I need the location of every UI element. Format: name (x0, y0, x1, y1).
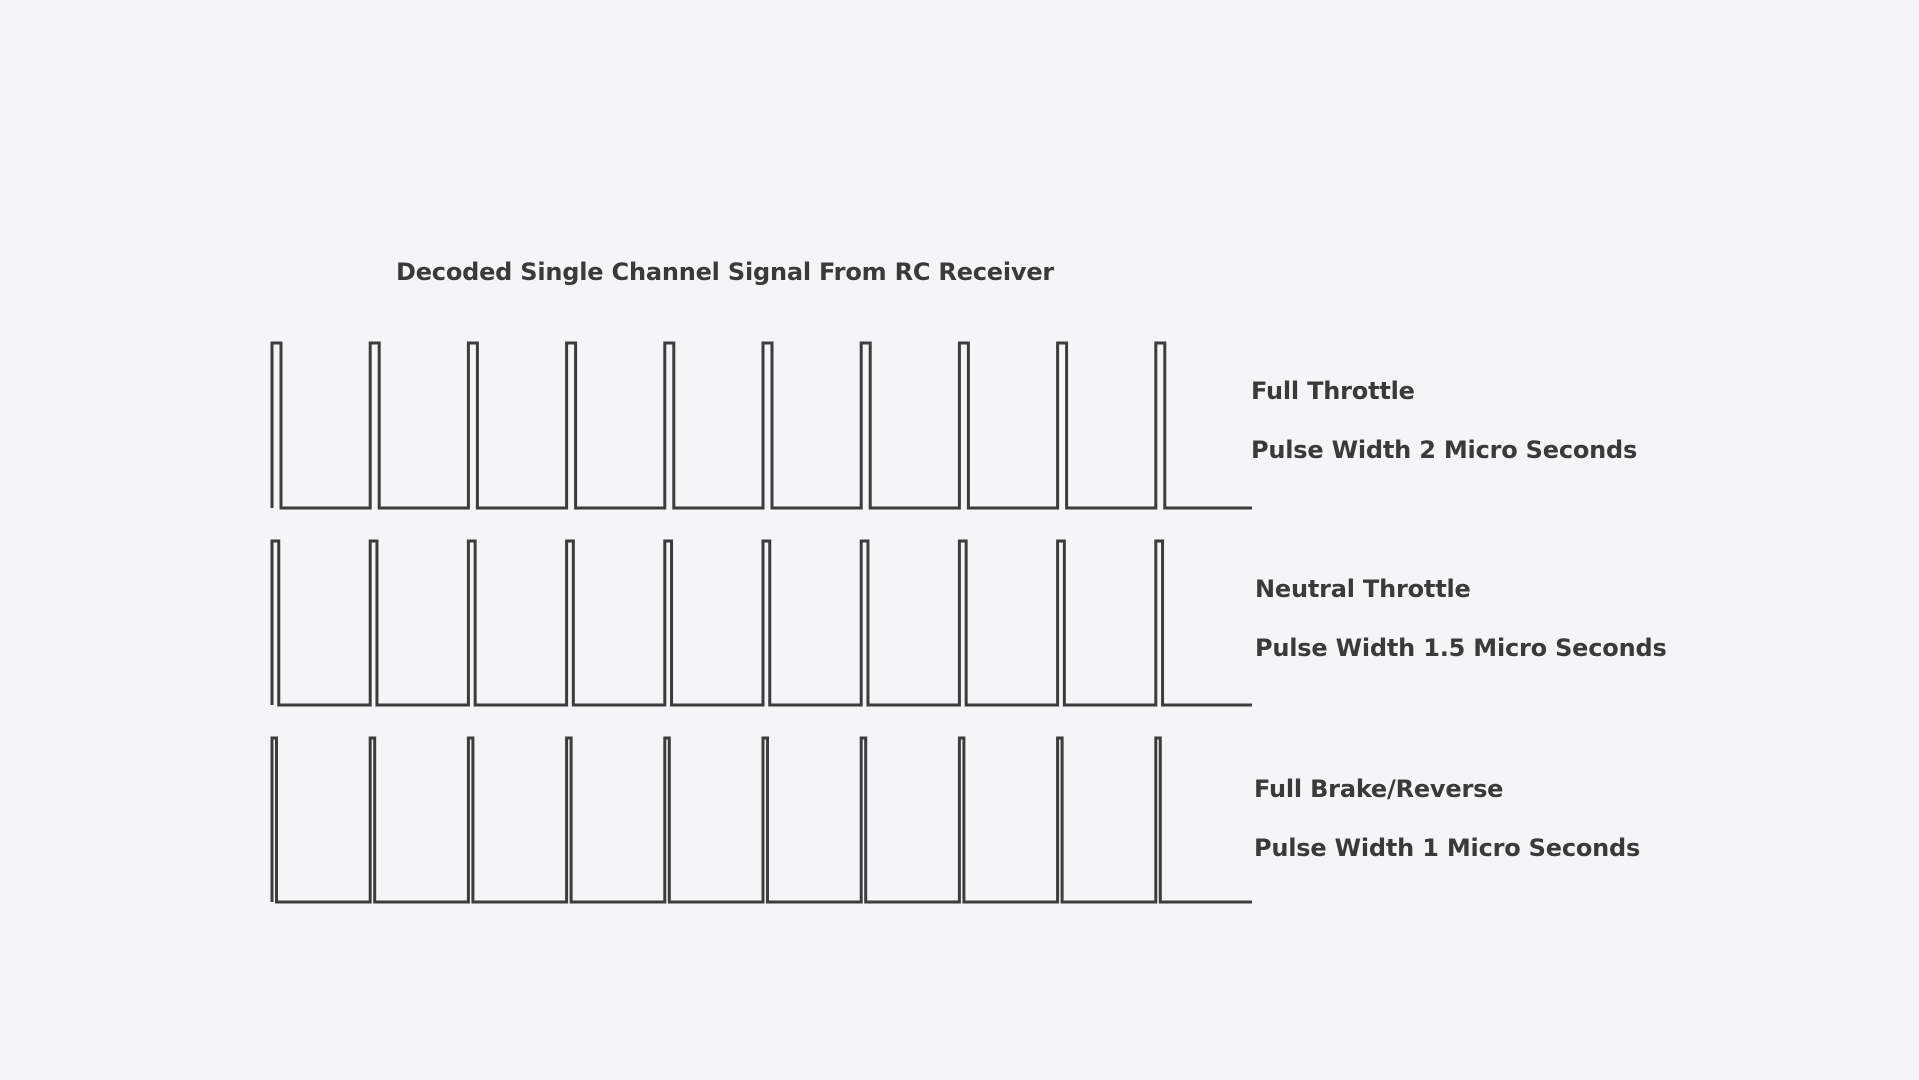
pulse-train-1 (272, 343, 1252, 508)
neutral-throttle-label: Neutral Throttle (1255, 575, 1471, 603)
pulse-train-2 (272, 541, 1252, 705)
neutral-throttle-pulse-width: Pulse Width 1.5 Micro Seconds (1255, 634, 1667, 662)
full-throttle-pulse-width: Pulse Width 2 Micro Seconds (1251, 436, 1638, 464)
pulse-train-3 (272, 738, 1252, 902)
full-brake-pulse-width: Pulse Width 1 Micro Seconds (1254, 834, 1641, 862)
full-throttle-label: Full Throttle (1251, 377, 1415, 405)
diagram-title: Decoded Single Channel Signal From RC Receiver (396, 258, 1055, 286)
full-brake-label: Full Brake/Reverse (1254, 775, 1504, 803)
